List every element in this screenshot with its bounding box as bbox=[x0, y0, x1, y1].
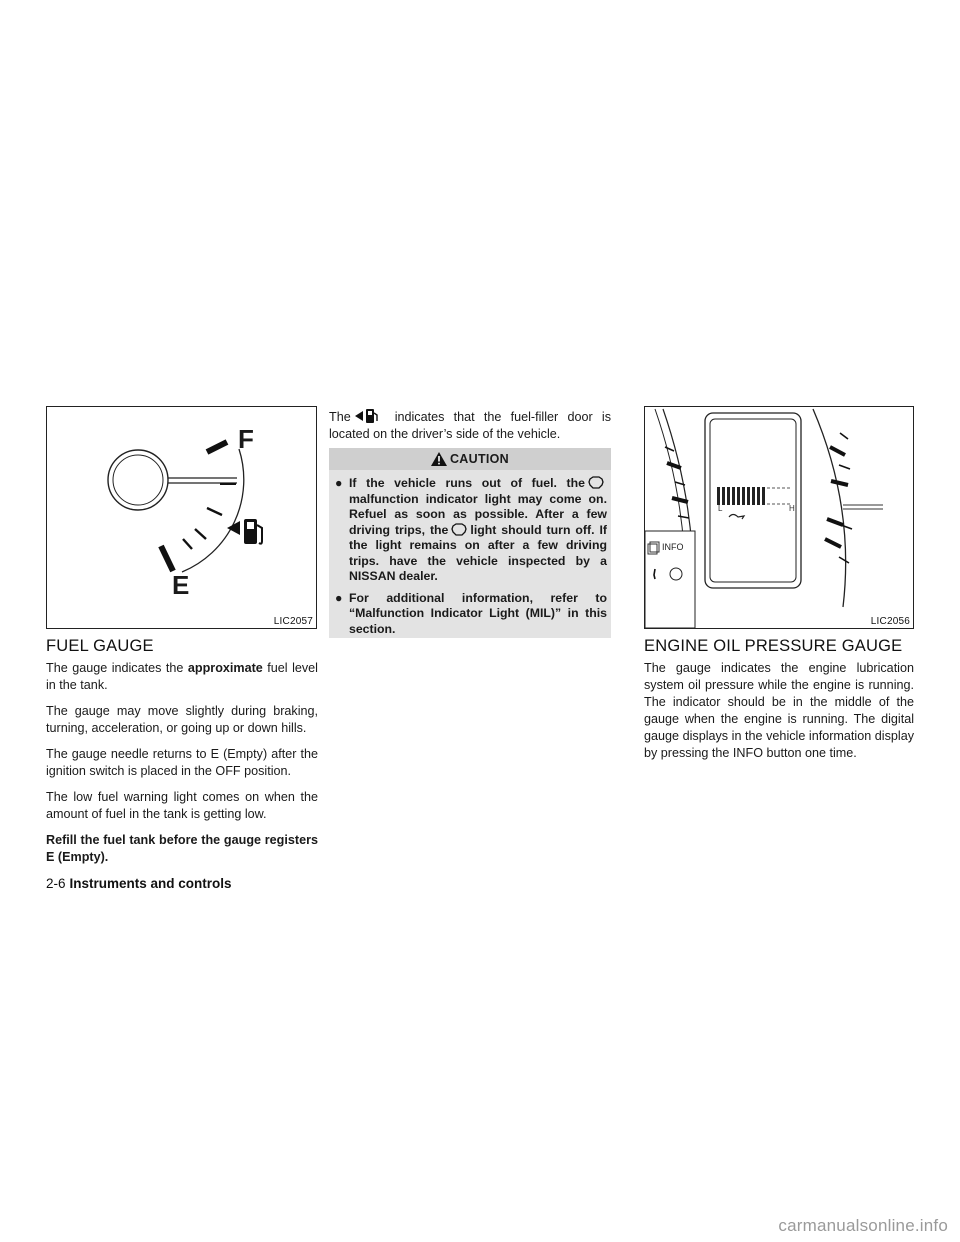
paragraph bbox=[46, 832, 318, 866]
bullet-icon: ● bbox=[335, 590, 343, 605]
low-label: L bbox=[718, 504, 723, 513]
bullet-icon: ● bbox=[335, 476, 343, 490]
malfunction-indicator-icon bbox=[587, 476, 605, 489]
paragraph bbox=[329, 408, 611, 443]
figure-code: LIC2056 bbox=[870, 616, 910, 627]
text: The bbox=[329, 410, 351, 424]
caution-header bbox=[329, 448, 611, 470]
text: fuel level in the tank. bbox=[46, 661, 318, 692]
figure-code: LIC2057 bbox=[273, 616, 313, 627]
oil-pressure-figure bbox=[644, 406, 914, 629]
instrument-cluster-illustration bbox=[645, 407, 913, 628]
paragraph: The gauge needle returns to E (Empty) after the ignition switch is placed in the OFF position. bbox=[46, 747, 318, 778]
info-button-label: INFO bbox=[662, 542, 684, 552]
full-label: F bbox=[238, 424, 254, 454]
watermark: carmanualsonline.info bbox=[778, 1216, 948, 1235]
fuel-gauge-heading: FUEL GAUGE bbox=[46, 637, 154, 655]
list-item bbox=[335, 591, 607, 638]
text: indicates that the fuel-filler door is located on the driver’s side of the vehicle. bbox=[329, 410, 611, 441]
high-label: H bbox=[789, 504, 795, 513]
list-item bbox=[335, 476, 607, 585]
page-footer bbox=[46, 876, 232, 891]
paragraph bbox=[46, 660, 318, 694]
paragraph: The low fuel warning light comes on when the amount of fuel in the tank is getting low. bbox=[46, 790, 318, 821]
paragraph: The gauge indicates the engine lubrication system oil pressure while the engine is running. The indicator should be in the middle of the gauge when the engine is running. The digital gauge displays in the vehicle information display by pressing the INFO button one time. bbox=[644, 661, 914, 760]
malfunction-indicator-icon bbox=[450, 523, 468, 536]
text: malfunction indicator light may come on. Refuel as soon as possible. After a few driving trips, the bbox=[349, 491, 607, 537]
emphasis: Refill the fuel tank before the gauge registers E (Empty). bbox=[46, 833, 318, 864]
fuel-door-text bbox=[329, 408, 611, 452]
warning-triangle-icon bbox=[431, 452, 447, 466]
section-title: Instruments and controls bbox=[69, 876, 232, 891]
fuel-door-indicator-icon bbox=[355, 408, 381, 424]
emphasis: approximate bbox=[187, 661, 263, 675]
text: For additional information, refer to “Malfunction Indicator Light (MIL)” in this section. bbox=[349, 590, 607, 636]
oil-pressure-heading: ENGINE OIL PRESSURE GAUGE bbox=[644, 637, 903, 655]
text: The gauge indicates the bbox=[46, 661, 188, 675]
oil-pressure-text bbox=[644, 660, 914, 771]
caution-title: CAUTION bbox=[449, 452, 510, 466]
text: If the vehicle runs out of fuel. the bbox=[349, 476, 585, 490]
caution-list bbox=[329, 476, 611, 637]
paragraph: The gauge may move slightly during braking, turning, acceleration, or going up or down hills. bbox=[46, 704, 318, 735]
fuel-pump-icon bbox=[227, 517, 277, 547]
page-number: 2-6 bbox=[46, 876, 66, 891]
text: light should turn off. If the light remains on after a few driving trips. have the vehicle inspected by a NISSAN dealer. bbox=[349, 522, 607, 583]
fuel-gauge-text bbox=[46, 660, 318, 875]
empty-label: E bbox=[172, 570, 190, 600]
caution-box bbox=[329, 448, 611, 638]
fuel-gauge-figure bbox=[46, 406, 317, 629]
